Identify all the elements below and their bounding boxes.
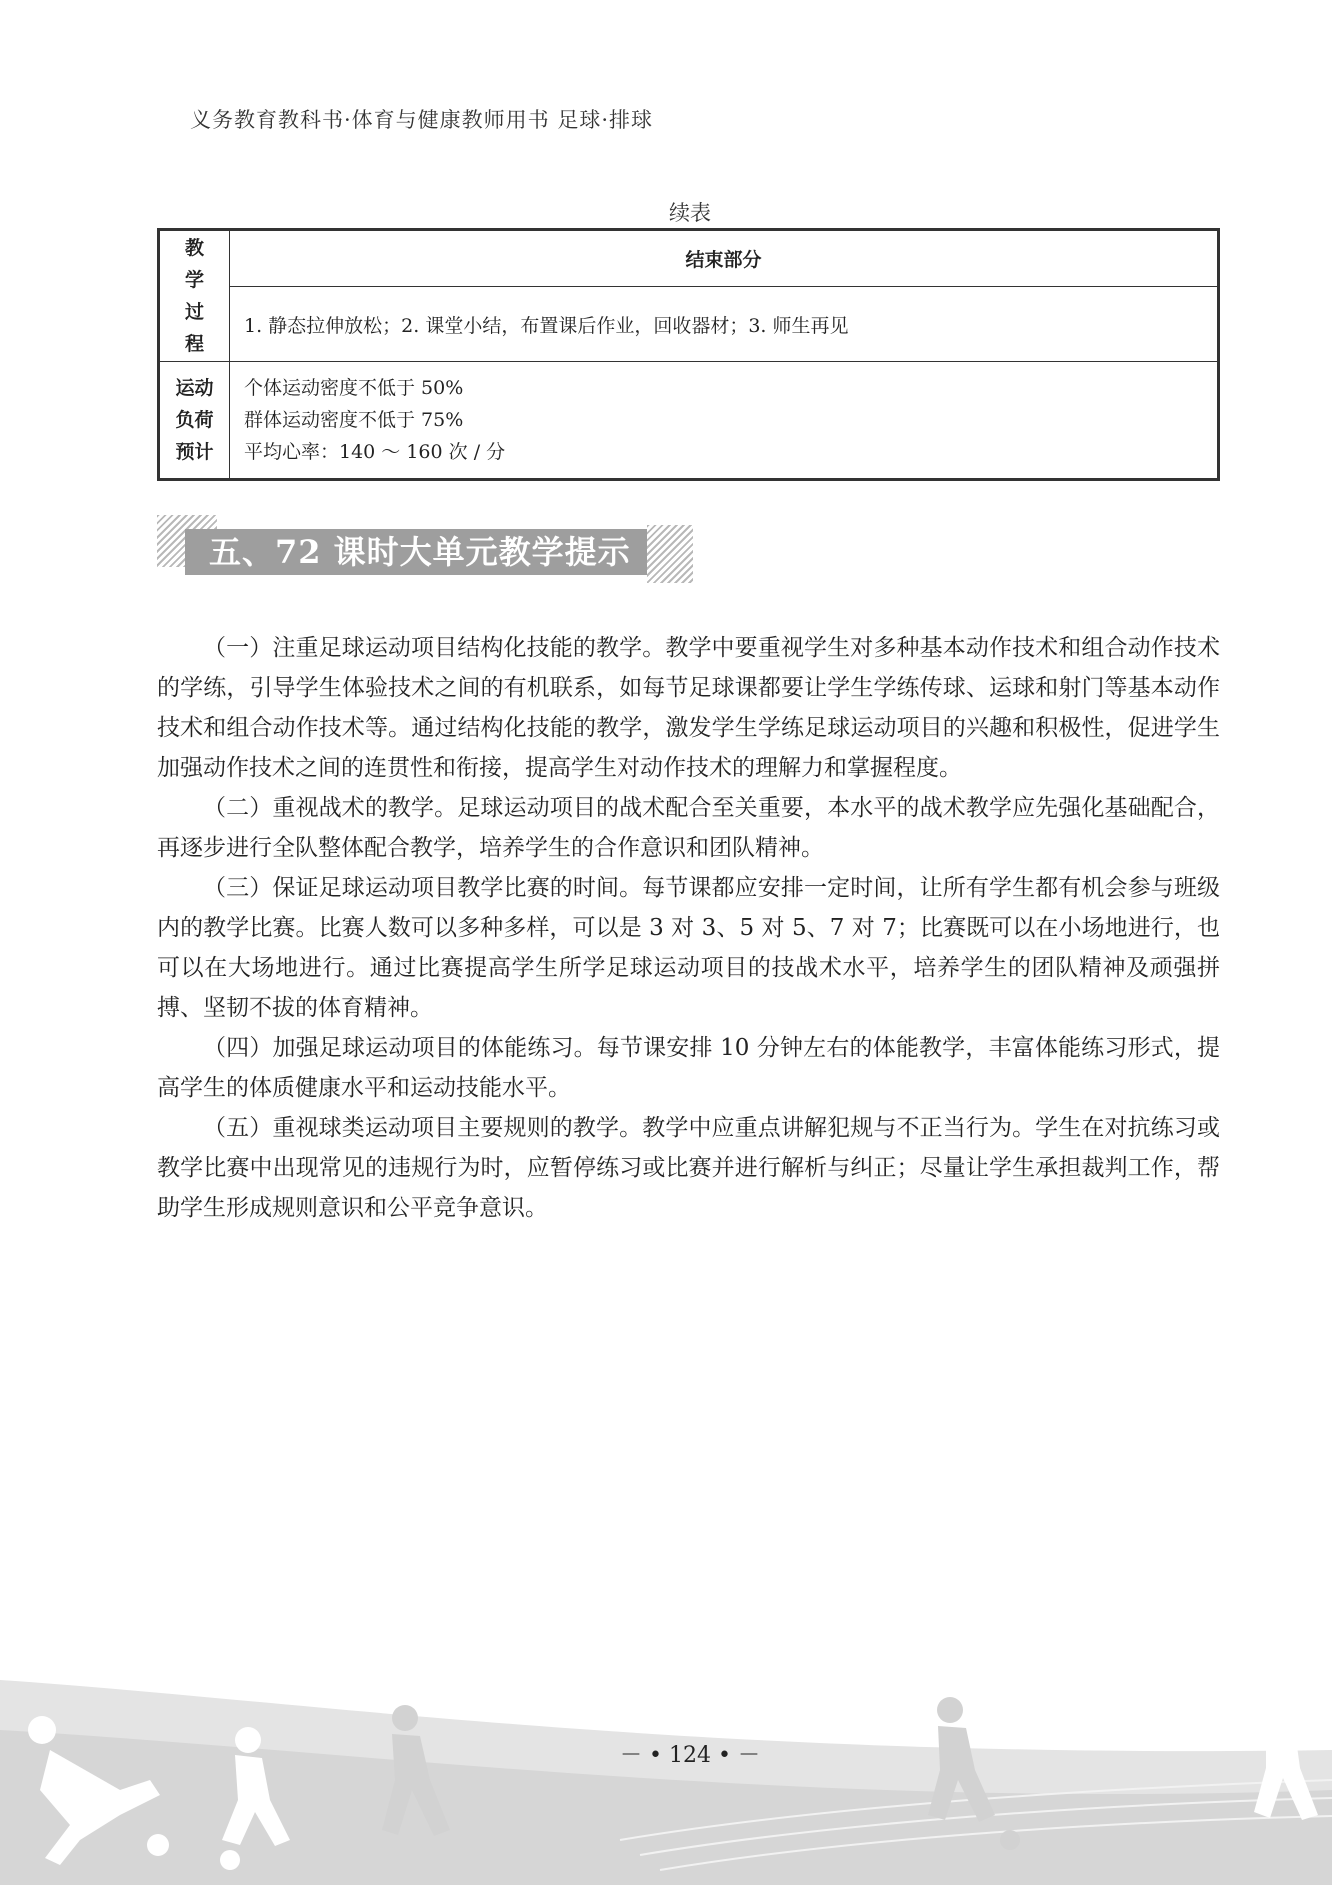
body-text [157, 628, 1220, 1228]
paragraph: （五）重视球类运动项目主要规则的教学。教学中应重点讲解犯规与不正当行为。学生在对抗练习或教学比赛中出现常见的违规行为时，应暂停练习或比赛并进行解析与纠正；尽量让学生承担裁判工作，帮助学生形成规则意识和公平竞争意识。 [157, 1115, 1220, 1221]
load-text-cell [230, 362, 1219, 480]
load-label-line: 预计 [175, 441, 214, 463]
load-line: 群体运动密度不低于 75% [244, 409, 464, 431]
process-label-char: 学 [184, 269, 204, 291]
process-label-char: 教 [184, 237, 204, 259]
load-line: 平均心率：140 ～ 160 次 / 分 [244, 441, 506, 463]
section-heading-cell: 结束部分 [230, 230, 1219, 287]
process-label-char: 程 [184, 333, 204, 355]
process-label-cell [159, 230, 230, 362]
table-row [159, 362, 1219, 480]
table-row [159, 287, 1219, 362]
banner-hatch-decoration [647, 525, 693, 583]
load-label-line: 运动 [175, 377, 214, 399]
paragraph: （四）加强足球运动项目的体能练习。每节课安排 10 分钟左右的体能教学，丰富体能练习形式，提高学生的体质健康水平和运动技能水平。 [157, 1035, 1220, 1101]
load-label-cell [159, 362, 230, 480]
page-number: － • 124 • － [620, 1743, 760, 1768]
paragraph: （二）重视战术的教学。足球运动项目的战术配合至关重要，本水平的战术教学应先强化基础配合，再逐步进行全队整体配合教学，培养学生的合作意识和团队精神。 [157, 795, 1220, 861]
load-line: 个体运动密度不低于 50% [244, 377, 464, 399]
section-title: 五、72 课时大单元教学提示 [209, 533, 631, 571]
table-caption: 续表 [669, 201, 711, 225]
paragraph: （三）保证足球运动项目教学比赛的时间。每节课都应安排一定时间，让所有学生都有机会参与班级内的教学比赛。比赛人数可以多种多样，可以是 3 对 3、5 对 5、7 对 7；比赛既可以在小场地进行，也可以在大场地进行。通过比赛提高学生所学足球运动项目的技战术水平，培养学生的团队精神及顽强拼搏、坚韧不拔的体育精神。 [157, 875, 1220, 1021]
paragraph: （一）注重足球运动项目结构化技能的教学。教学中要重视学生对多种基本动作技术和组合动作技术的学练，引导学生体验技术之间的有机联系，如每节足球课都要让学生学练传球、运球和射门等基本动作技术和组合动作技术等。通过结构化技能的教学，激发学生学练足球运动项目的兴趣和积极性，促进学生加强动作技术之间的连贯性和衔接，提高学生对动作技术的理解力和掌握程度。 [157, 635, 1220, 781]
section-banner [157, 515, 697, 585]
load-label-line: 负荷 [175, 409, 214, 431]
running-header: 义务教育教科书·体育与健康教师用书 足球·排球 [190, 108, 654, 132]
table-row [159, 230, 1219, 287]
process-label-char: 过 [184, 301, 204, 323]
lesson-table [157, 228, 1220, 481]
process-text-cell: 1. 静态拉伸放松；2. 课堂小结，布置课后作业，回收器材；3. 师生再见 [230, 287, 1219, 362]
